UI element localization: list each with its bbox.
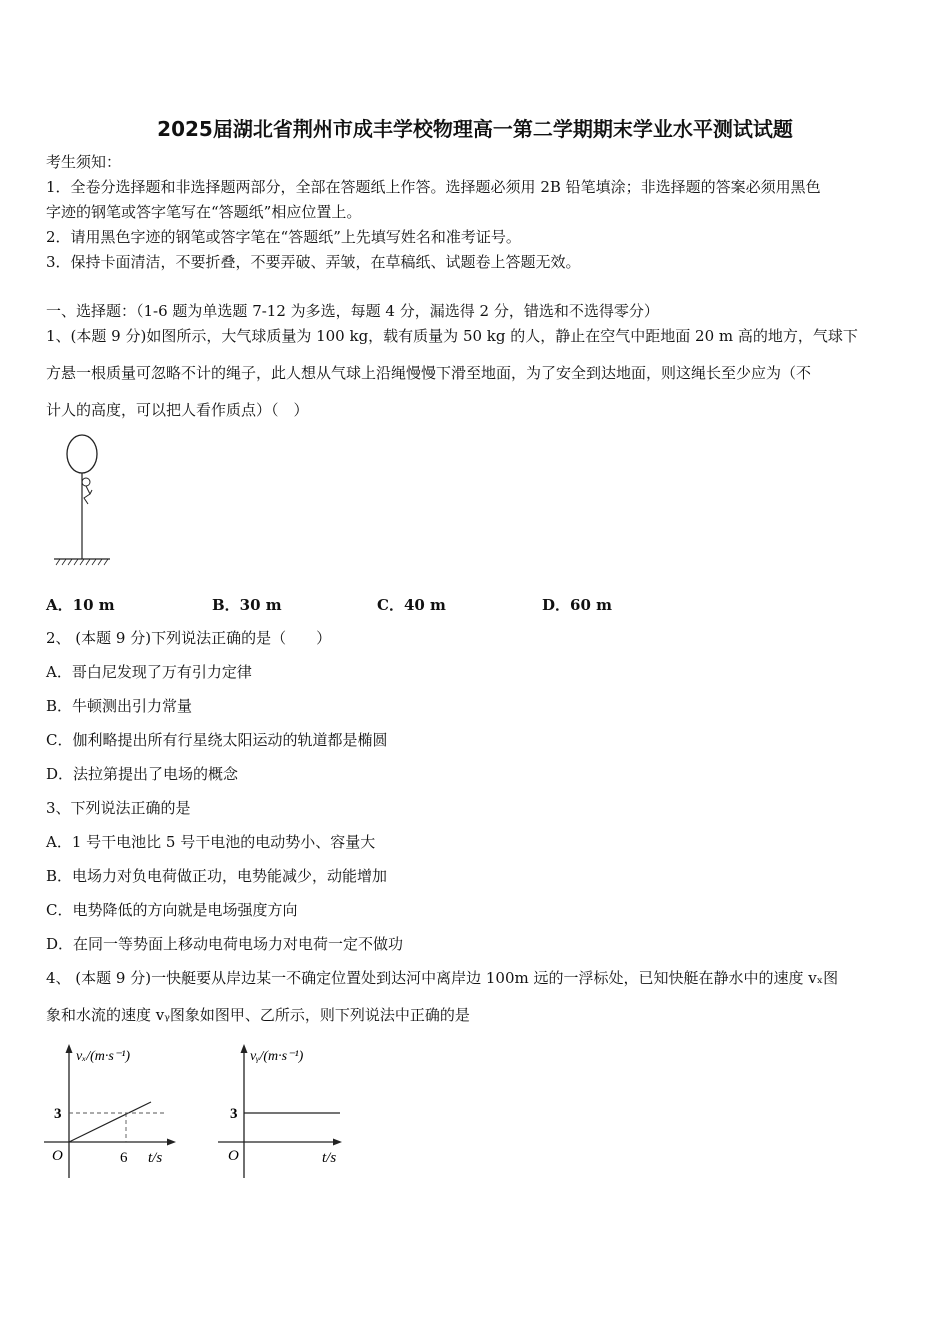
section-heading: 一、选择题：（1-6 题为单选题 7-12 为多选，每题 4 分，漏选得 2 分，错选和不选得零分） [46, 302, 659, 320]
q1-option-c: C．40 m [377, 596, 446, 614]
vy-ytick: 3 [230, 1106, 238, 1122]
q4-stem-line-1: 4、 (本题 9 分)一快艇要从岸边某一不确定位置处到达河中离岸边 100m 远的一浮标处，已知快艇在静水中的速度 vₓ图 [46, 969, 839, 987]
page-title: 2025届湖北省荆州市成丰学校物理高一第二学期期末学业水平测试试题 [157, 117, 793, 141]
q1-stem-line-3: 计人的高度，可以把人看作质点）（ ） [46, 401, 309, 419]
vx-xlabel: t/s [148, 1150, 163, 1166]
q3-stem: 3、下列说法正确的是 [46, 799, 191, 817]
q2-option-b: B．牛顿测出引力常量 [46, 697, 193, 715]
q3-option-c: C．电势降低的方向就是电场强度方向 [46, 901, 298, 919]
q1-stem-line-2: 方悬一根质量可忽略不计的绳子，此人想从气球上沿绳慢慢下滑至地面，为了安全到达地面，则这绳长至少应为（不 [46, 364, 812, 382]
vy-origin: O [228, 1148, 239, 1164]
notice-line-1b: 字迹的钢笔或答字笔写在“答题纸”相应位置上。 [46, 203, 362, 221]
q3-option-b: B．电场力对负电荷做正功，电势能减少，动能增加 [46, 867, 388, 885]
vx-ylabel: vₓ/(m·s⁻¹) [76, 1049, 131, 1064]
vy-xlabel: t/s [322, 1150, 337, 1166]
q2-option-a: A．哥白尼发现了万有引力定律 [46, 663, 252, 681]
q3-option-d: D．在同一等势面上移动电荷电场力对电荷一定不做功 [46, 935, 404, 953]
q2-option-c: C．伽利略提出所有行星绕太阳运动的轨道都是椭圆 [46, 731, 388, 749]
vy-ylabel: vᵧ/(m·s⁻¹) [250, 1049, 304, 1064]
vx-ytick: 3 [54, 1106, 62, 1122]
notice-line-3: 3．保持卡面清洁，不要折叠，不要弄破、弄皱，在草稿纸、试题卷上答题无效。 [46, 253, 581, 271]
q1-option-b: B．30 m [212, 596, 282, 614]
balloon-figure [50, 432, 120, 567]
vx-xtick: 6 [120, 1150, 128, 1166]
vx-line [69, 1102, 151, 1142]
notice-line-2: 2．请用黑色字迹的钢笔或答字笔在“答题纸”上先填写姓名和准考证号。 [46, 228, 521, 246]
notice-heading: 考生须知： [46, 153, 122, 171]
vx-origin: O [52, 1148, 63, 1164]
vx-graph [40, 1040, 180, 1185]
q1-stem-line-1: 1、(本题 9 分)如图所示，大气球质量为 100 kg，载有质量为 50 kg 的人，静止在空气中距地面 20 m 高的地方，气球下 [46, 327, 858, 345]
q2-option-d: D．法拉第提出了电场的概念 [46, 765, 239, 783]
vy-graph [212, 1040, 352, 1185]
q1-option-d: D．60 m [542, 596, 612, 614]
q2-stem: 2、 (本题 9 分)下列说法正确的是（ ） [46, 629, 332, 647]
notice-line-1a: 1．全卷分选择题和非选择题两部分，全部在答题纸上作答。选择题必须用 2B 铅笔填涂；非选择题的答案必须用黑色 [46, 178, 821, 196]
q4-stem-line-2: 象和水流的速度 vᵧ图象如图甲、乙所示，则下列说法中正确的是 [46, 1006, 470, 1024]
q3-option-a: A．1 号干电池比 5 号干电池的电动势小、容量大 [46, 833, 376, 851]
q1-option-a: A．10 m [46, 596, 115, 614]
